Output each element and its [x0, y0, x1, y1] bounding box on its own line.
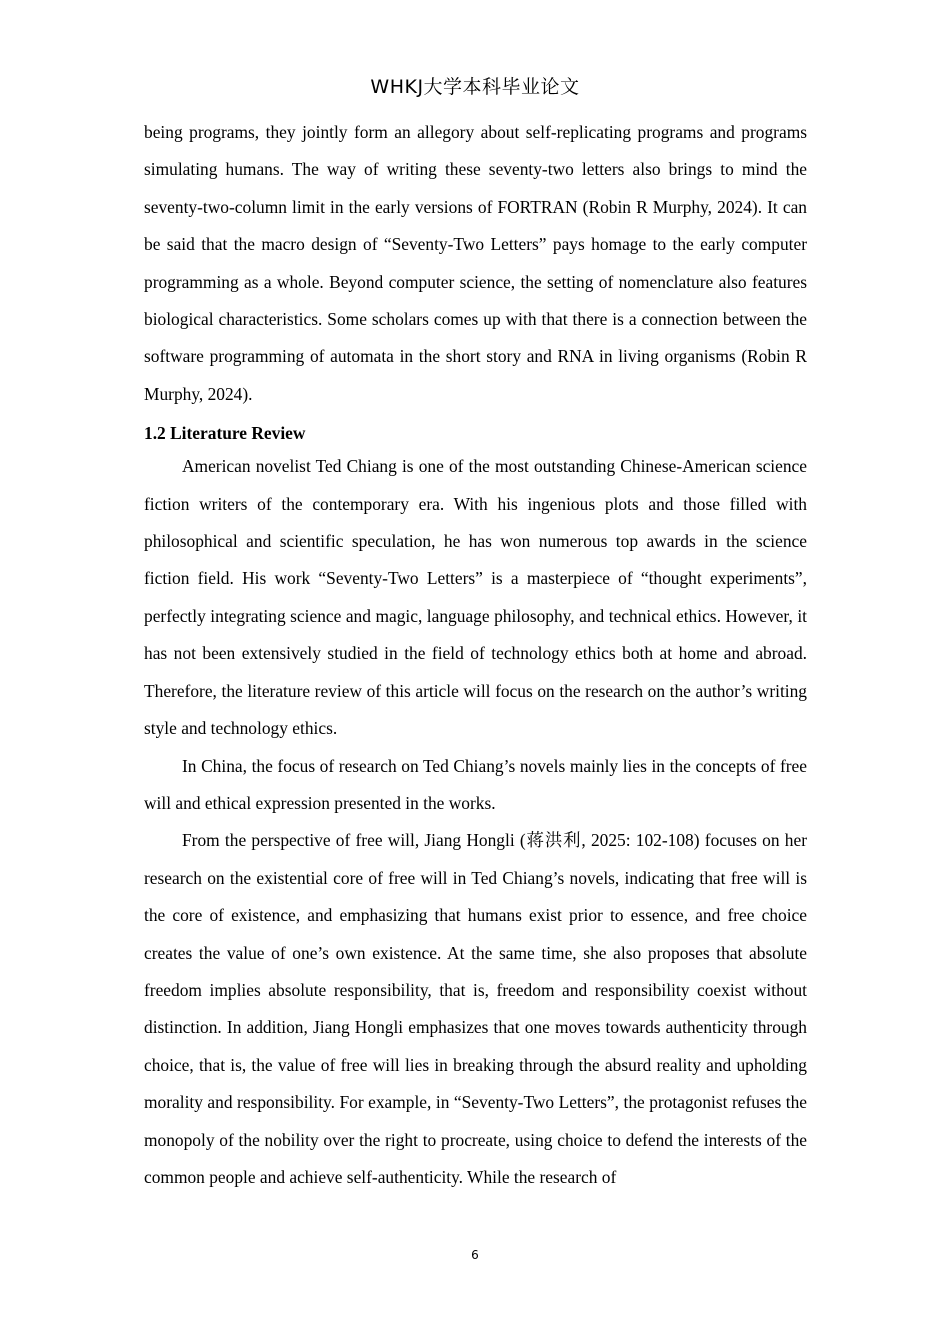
section-heading: 1.2 Literature Review — [144, 423, 306, 444]
paragraph-free-will: From the perspective of free will, Jiang Hongli (蒋洪利, 2025: 102-108) focuses on her research on the existential core of free will in Ted Chiang’s novels, indicating that free will is the core of existence, and emphasizing that humans exist prior to essence, and free choice creates the value of one’s own existence. At the same time, she also proposes that absolute freedom implies absolute responsibility, that is, freedom and responsibility coexist without distinction. In addition, Jiang Hongli emphasizes that one moves towards authenticity through choice, that is, the value of free will lies in breaking through the absurd reality and upholding morality and responsibility. For example, in “Seventy-Two Letters”, the protagonist refuses the monopoly of the nobility over the right to procreate, using choice to defend the interests of the common people and achieve self-authenticity. While the research of — [144, 830, 807, 1187]
running-header: WHKJ大学本科毕业论文 — [370, 76, 580, 98]
page-number: 6 — [471, 1248, 479, 1262]
paragraph-continued: being programs, they jointly form an allegory about self-replicating programs and programs simulating humans. The way of writing these seventy-two letters also brings to mind the seventy-two-column limit in the early versions of FORTRAN (Robin R Murphy, 2024). It can be said that the macro design of “Seventy-Two Letters” pays homage to the early computer programming as a whole. Beyond computer science, the setting of nomenclature also features biological characteristics. Some scholars comes up with that there is a connection between the software programming of automata in the short story and RNA in living organisms (Robin R Murphy, 2024). — [144, 122, 807, 404]
paragraph-intro: American novelist Ted Chiang is one of the most outstanding Chinese-American science fiction writers of the contemporary era. With his ingenious plots and those filled with philosophical and scientific speculation, he has won numerous top awards in the science fiction field. His work “Seventy-Two Letters” is a masterpiece of “thought experiments”, perfectly integrating science and magic, language philosophy, and technical ethics. However, it has not been extensively studied in the field of technology ethics both at home and abroad. Therefore, the literature review of this article will focus on the research on the author’s writing style and technology ethics. — [144, 456, 807, 739]
paragraph-china-research: In China, the focus of research on Ted Chiang’s novels mainly lies in the concepts of free will and ethical expression presented in the works. — [144, 755, 807, 813]
main-text — [144, 114, 807, 1196]
